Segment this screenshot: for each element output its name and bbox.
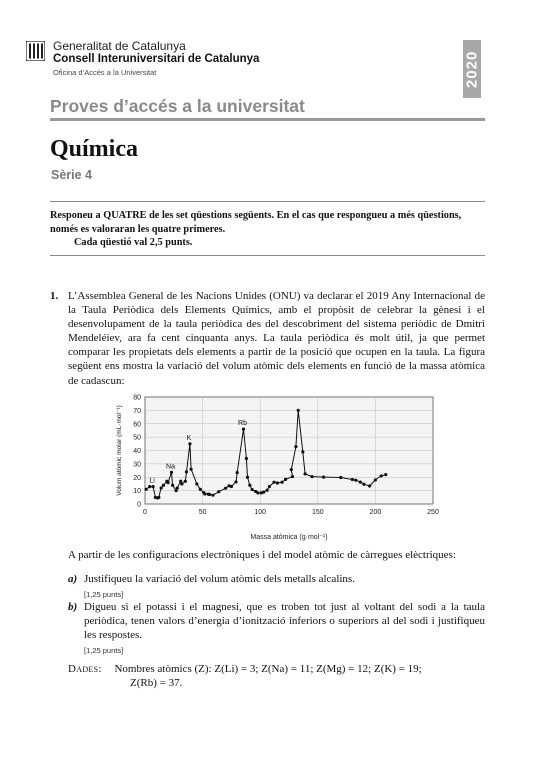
x-tick-label: 0	[143, 509, 147, 516]
data-point	[208, 493, 211, 496]
y-tick-label: 50	[133, 434, 141, 442]
question-context: A partir de les configuracions electròniques i del model atòmic de càrregues elèctriques:	[68, 549, 456, 561]
data-point	[362, 483, 365, 486]
data-point	[339, 476, 342, 479]
data-point	[184, 480, 187, 483]
data-point	[384, 473, 387, 476]
question-intro: L’Assemblea General de les Nacions Unides (ONU) va declarar el 2019 Any Internacional de la Taula Periòdica dels Elements Químics, amb el propòsit de celebrar la gènesi i el desenvolupament de la taula periòdica des del descobriment del sistema periòdic de Dmitri Mendeléiev, ara fa cent cinquanta anys. La taula periòdica és molt útil, ja que permet comparar les propietats dels elements a partir de la posició que ocupen en la taula. La figura següent ens mostra la variació del volum atòmic dels elements en funció de la massa atòmica de cadascun:	[68, 290, 485, 387]
data-point	[162, 484, 165, 487]
data-point	[294, 445, 297, 448]
data-point	[368, 484, 371, 487]
data-point	[297, 409, 300, 412]
data-point	[256, 491, 259, 494]
item-a-points: [1,25 punts]	[84, 590, 124, 599]
data-point	[148, 485, 151, 488]
data-point	[310, 475, 313, 478]
question-item-b	[68, 600, 485, 658]
data-point	[245, 457, 248, 460]
data-point	[301, 450, 304, 453]
x-axis-label: Massa atòmica (g·mol⁻¹)	[250, 534, 328, 541]
exam-title: Proves d’accés a la universitat	[50, 96, 305, 116]
annotation-li: Li	[149, 477, 155, 485]
y-tick-label: 30	[133, 461, 141, 469]
data-point	[266, 489, 269, 492]
data-point	[203, 492, 206, 495]
org-name: Generalitat de Catalunya	[53, 39, 186, 53]
data-point	[276, 481, 279, 484]
data-point	[185, 470, 188, 473]
data-section	[68, 662, 488, 690]
y-axis-label: Volum atòmic molar (mL·mol⁻¹)	[116, 405, 123, 496]
data-point	[322, 476, 325, 479]
data-point	[359, 480, 362, 483]
data-point	[217, 490, 220, 493]
instructions-line1: Responeu a QUATRE de les set qüestions següents. En el cas que respongueu a més qüestions,	[50, 210, 462, 221]
data-point	[234, 480, 237, 483]
series-label: Sèrie 4	[51, 168, 93, 182]
x-tick-label: 50	[198, 509, 207, 516]
data-point	[242, 428, 245, 431]
item-a-label: a)	[68, 573, 78, 585]
data-point	[280, 481, 283, 484]
x-tick-label: 200	[369, 509, 382, 516]
annotation-rb: Rb	[238, 420, 247, 428]
data-line2: Z(Rb) = 37.	[130, 677, 183, 689]
instructions-line2: només es valoraran les quatre primeres.	[50, 223, 226, 235]
data-point	[171, 484, 174, 487]
data-point	[170, 471, 173, 474]
data-point	[151, 485, 154, 488]
data-point	[291, 475, 294, 478]
year-badge: 2020	[463, 40, 481, 98]
chart-grid	[145, 397, 433, 504]
divider-bottom	[50, 255, 485, 256]
data-point	[176, 486, 179, 489]
x-tick-label: 150	[311, 509, 324, 516]
item-b-points: [1,25 punts]	[84, 646, 124, 655]
data-point	[268, 485, 271, 488]
data-label: Dades:	[68, 663, 102, 675]
y-tick-label: 0	[137, 501, 141, 509]
data-point	[354, 479, 357, 482]
y-tick-label: 10	[133, 488, 141, 496]
office-name: Oficina d’Accés a la Universitat	[53, 68, 157, 77]
x-tick-label: 100	[254, 509, 267, 516]
data-point	[180, 482, 183, 485]
data-point	[272, 481, 275, 484]
council-name: Consell Interuniversitari de Catalunya	[53, 53, 260, 65]
item-b-label: b)	[68, 601, 78, 613]
x-tick-label: 250	[427, 509, 439, 516]
data-point	[351, 478, 354, 481]
data-point	[157, 496, 160, 499]
data-point	[374, 478, 377, 481]
data-point	[145, 488, 148, 491]
atomic-volume-chart	[108, 392, 448, 542]
data-point	[224, 487, 227, 490]
annotation-na: Na	[166, 463, 175, 471]
divider-top	[50, 201, 485, 202]
y-tick-label: 60	[133, 421, 141, 429]
y-tick-label: 80	[133, 394, 141, 402]
y-tick-label: 40	[133, 448, 141, 455]
data-point	[380, 474, 383, 477]
title-rule	[50, 118, 485, 121]
data-point	[236, 471, 239, 474]
item-b-text: Digueu si el potassi i el magnesi, que es troben tot just al voltant del sodi a la taula periòdica, tenen valors d’energia d’ionització inferiors o superiors al del sodi i justifiqueu les respostes.	[84, 601, 485, 641]
data-point	[199, 488, 202, 491]
data-point	[166, 481, 169, 484]
data-line1: Nombres atòmics (Z): Z(Li) = 3; Z(Na) = 11; Z(Mg) = 12; Z(K) = 19;	[114, 663, 422, 675]
data-point	[160, 486, 163, 489]
data-point	[246, 476, 249, 479]
instructions	[50, 209, 490, 250]
subject-title: Química	[50, 136, 138, 162]
data-point	[251, 488, 254, 491]
annotation-k: K	[186, 434, 192, 442]
generalitat-logo-icon	[26, 41, 45, 61]
data-point	[248, 484, 251, 487]
data-point	[290, 468, 293, 471]
y-tick-label: 20	[133, 474, 141, 482]
question-item-a	[68, 572, 485, 602]
data-point	[262, 490, 265, 493]
y-tick-label: 70	[133, 407, 141, 415]
data-point	[188, 442, 191, 445]
question-number: 1.	[50, 290, 59, 302]
data-point	[195, 482, 198, 485]
data-point	[304, 472, 307, 475]
data-point	[230, 485, 233, 488]
item-a-text: Justifiqueu la variació del volum atòmic dels metalls alcalins.	[84, 573, 355, 585]
data-point	[189, 468, 192, 471]
instructions-line3: Cada qüestió val 2,5 punts.	[74, 237, 193, 248]
data-point	[211, 494, 214, 497]
data-point	[284, 478, 287, 481]
